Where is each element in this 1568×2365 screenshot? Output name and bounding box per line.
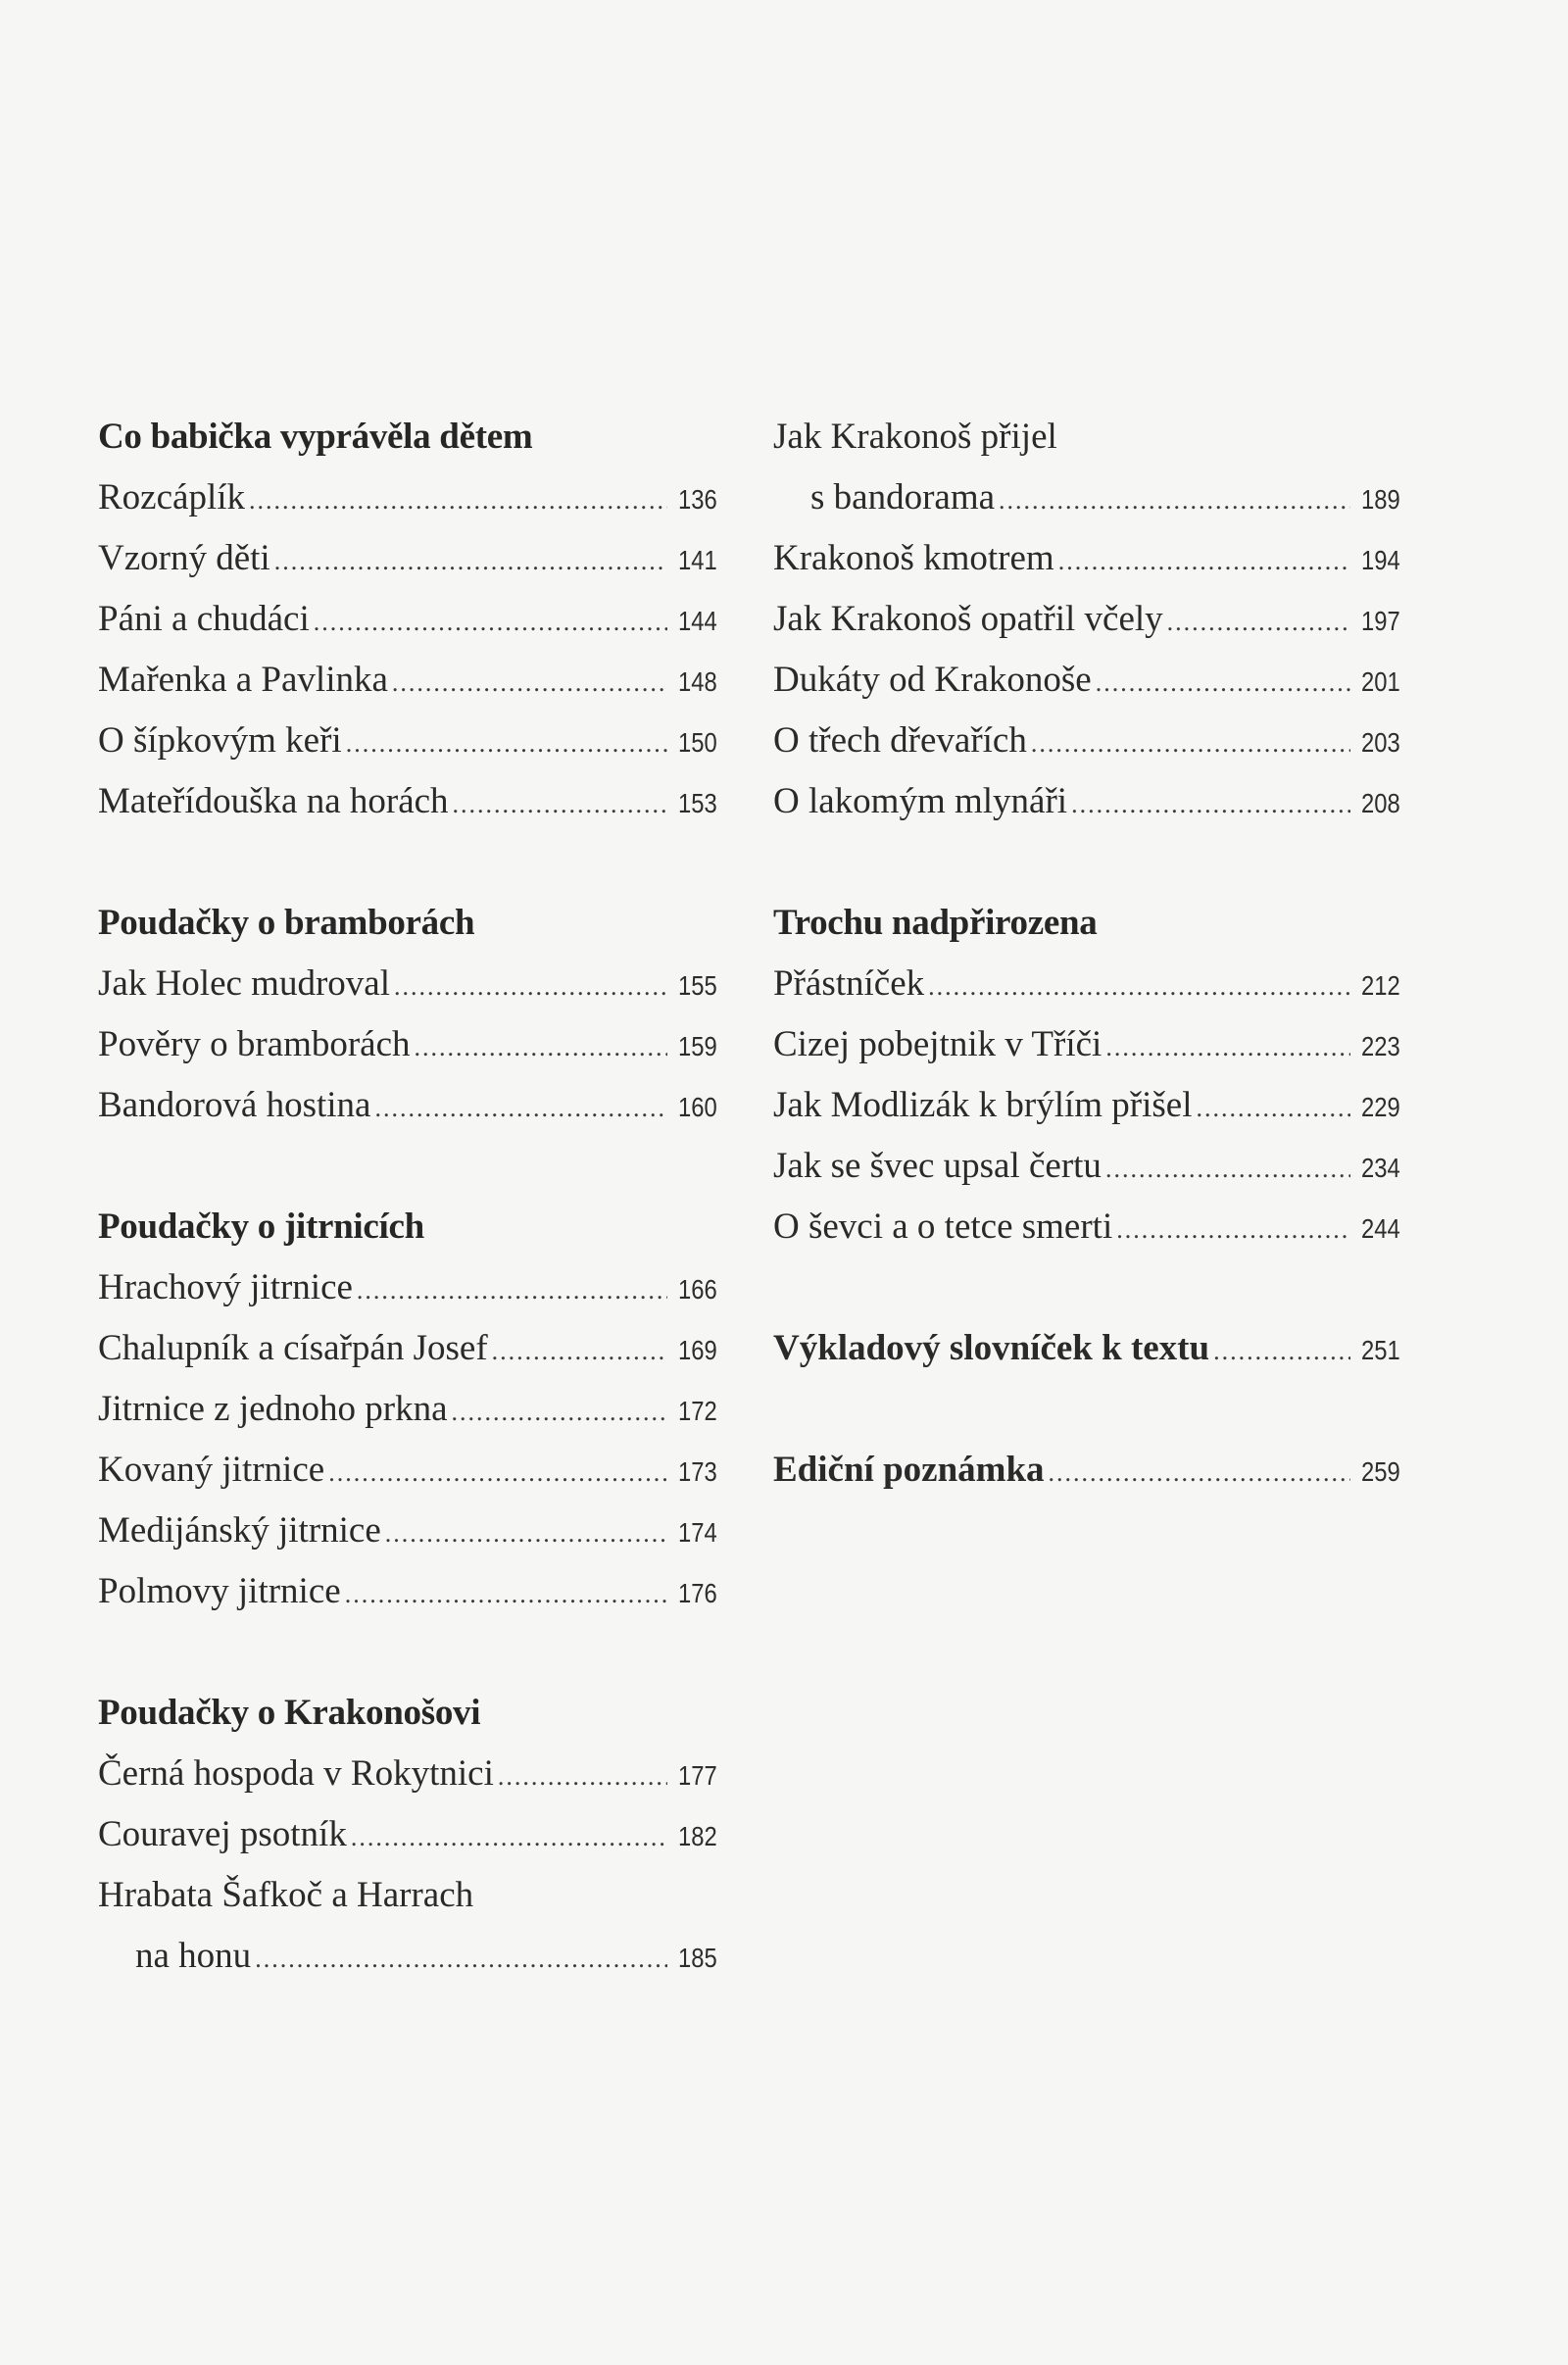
page-number: 160: [678, 1092, 717, 1122]
dot-leader: [357, 1260, 667, 1321]
page-number: 212: [1361, 970, 1400, 1001]
entry-title: Ediční poznámka: [773, 1450, 1045, 1490]
dot-leader: [928, 957, 1350, 1017]
page-number: 201: [1361, 666, 1400, 697]
toc-section: [98, 407, 717, 832]
entry-title: Hrabata Šafkoč a Harrach: [98, 1875, 474, 1915]
entry-title: Černá hospoda v Rokytnici: [98, 1753, 494, 1794]
entry-title: Pověry o bramborách: [98, 1024, 411, 1064]
entry-title: Chalupník a císařpán Josef: [98, 1328, 488, 1368]
page-number: 141: [678, 545, 717, 575]
toc-entry: [773, 711, 1400, 771]
dot-leader: [314, 592, 668, 653]
page-number: 234: [1361, 1153, 1400, 1183]
toc-entry: [98, 1804, 717, 1865]
section-title: Trochu nadpřirozena: [773, 903, 1098, 943]
dot-leader: [394, 957, 667, 1017]
page-number: 155: [678, 970, 717, 1001]
entry-title: Jak Modlizák k brýlím přišel: [773, 1085, 1193, 1125]
entry-title-continued: s bandorama: [810, 477, 996, 517]
dot-leader: [453, 774, 668, 835]
dot-leader: [1116, 1200, 1350, 1260]
toc-entry: [98, 1744, 717, 1804]
page-number: 194: [1361, 545, 1400, 575]
page-number: 136: [678, 484, 717, 515]
entry-title: O lakomým mlynáři: [773, 781, 1068, 821]
toc-section: [98, 1683, 717, 1987]
entry-title: Páni a chudáci: [98, 599, 310, 639]
toc-section: [773, 893, 1400, 1257]
entry-title: Mařenka a Pavlinka: [98, 660, 388, 700]
page-number: 172: [678, 1396, 717, 1426]
section-title: Poudačky o bramborách: [98, 903, 475, 943]
toc-section: [98, 1197, 717, 1622]
toc-entry-first-line: [773, 407, 1400, 468]
entry-title: Cizej pobejtnik v Tříči: [773, 1024, 1102, 1064]
dot-leader: [374, 1078, 667, 1139]
toc-entry: [773, 650, 1400, 711]
page-number: 244: [1361, 1213, 1400, 1244]
entry-title: Mateřídouška na horách: [98, 781, 449, 821]
entry-title: O ševci a o tetce smerti: [773, 1207, 1113, 1247]
page-number: 177: [678, 1760, 717, 1791]
toc-entry-editorial-note: [773, 1440, 1400, 1501]
dot-leader: [274, 531, 668, 592]
entry-title: Vzorný děti: [98, 538, 270, 578]
toc-section: [98, 893, 717, 1136]
dot-leader: [345, 1564, 668, 1625]
toc-entry: [773, 1197, 1400, 1257]
toc-entry: [98, 954, 717, 1014]
entry-title: Jak Holec mudroval: [98, 963, 390, 1004]
toc-entry: [98, 528, 717, 589]
toc-entry: [773, 528, 1400, 589]
dot-leader: [1105, 1139, 1350, 1200]
dot-leader: [492, 1321, 668, 1382]
page-number: 169: [678, 1335, 717, 1365]
section-title: Poudačky o Krakonošovi: [98, 1693, 481, 1733]
page-number: 150: [678, 727, 717, 758]
entry-title: Výkladový slovníček k textu: [773, 1328, 1210, 1368]
spacer: [773, 1379, 1400, 1440]
toc-entry: [98, 771, 717, 832]
page-number: 159: [678, 1031, 717, 1061]
entry-title: Jak Krakonoš opatřil včely: [773, 599, 1163, 639]
entry-title: Jak se švec upsal čertu: [773, 1146, 1102, 1186]
dot-leader: [346, 714, 668, 774]
dot-leader: [249, 470, 667, 531]
entry-title: Přástníček: [773, 963, 925, 1004]
toc-entry: [98, 1318, 717, 1379]
dot-leader: [1167, 592, 1351, 653]
page-number: 174: [678, 1517, 717, 1548]
toc-entry: [98, 1379, 717, 1440]
toc-section-continued: [773, 407, 1400, 832]
page-number: 148: [678, 666, 717, 697]
toc-entry-glossary: [773, 1318, 1400, 1379]
page-number: 251: [1361, 1335, 1400, 1365]
toc-entry: [773, 1014, 1400, 1075]
toc-entry: [98, 711, 717, 771]
entry-title: Polmovy jitrnice: [98, 1571, 341, 1611]
dot-leader: [328, 1443, 667, 1503]
page-number: 182: [678, 1821, 717, 1851]
toc-entry: [773, 1136, 1400, 1197]
toc-entry: [773, 771, 1400, 832]
dot-leader: [999, 470, 1350, 531]
page-number: 153: [678, 788, 717, 818]
entry-title: Jak Krakonoš přijel: [773, 417, 1057, 457]
page-number: 144: [678, 606, 717, 636]
toc-entry: [773, 468, 1400, 528]
toc-entry: [98, 1014, 717, 1075]
page-number: 189: [1361, 484, 1400, 515]
toc-entry: [98, 1075, 717, 1136]
page-number: 197: [1361, 606, 1400, 636]
page-number: 223: [1361, 1031, 1400, 1061]
entry-title: Kovaný jitrnice: [98, 1450, 325, 1490]
dot-leader: [1031, 714, 1350, 774]
dot-leader: [255, 1929, 667, 1990]
entry-title: Hrachový jitrnice: [98, 1267, 353, 1307]
toc-entry: [98, 589, 717, 650]
toc-entry: [98, 1501, 717, 1561]
entry-title: Bandorová hostina: [98, 1085, 371, 1125]
entry-title: Dukáty od Krakonoše: [773, 660, 1092, 700]
dot-leader: [1197, 1078, 1351, 1139]
page-number: 176: [678, 1578, 717, 1608]
entry-title: Krakonoš kmotrem: [773, 538, 1054, 578]
section-title: Co babička vyprávěla dětem: [98, 417, 533, 457]
entry-title: O šípkovým keři: [98, 720, 342, 761]
entry-title: Couravej psotník: [98, 1814, 347, 1854]
toc-right-column: [773, 407, 1400, 1501]
page-number: 203: [1361, 727, 1400, 758]
dot-leader: [452, 1382, 668, 1443]
entry-title: O třech dřevařích: [773, 720, 1027, 761]
page-number: 259: [1361, 1456, 1400, 1487]
dot-leader: [351, 1807, 667, 1868]
toc-entry: [98, 1257, 717, 1318]
entry-title-continued: na honu: [135, 1936, 252, 1976]
toc-entry: [98, 1926, 717, 1987]
page-number: 166: [678, 1274, 717, 1305]
page-number: 185: [678, 1943, 717, 1973]
toc-entry: [98, 650, 717, 711]
page-number: 173: [678, 1456, 717, 1487]
entry-title: Medijánský jitrnice: [98, 1510, 381, 1551]
page-number: 229: [1361, 1092, 1400, 1122]
dot-leader: [1071, 774, 1350, 835]
toc-entry: [98, 1561, 717, 1622]
toc-entry-first-line: [98, 1865, 717, 1926]
dot-leader: [392, 653, 667, 714]
entry-title: Jitrnice z jednoho prkna: [98, 1389, 448, 1429]
toc-entry: [773, 589, 1400, 650]
dot-leader: [1058, 531, 1351, 592]
dot-leader: [385, 1503, 668, 1564]
toc-left-column: [98, 407, 717, 2047]
dot-leader: [415, 1017, 668, 1078]
toc-entry: [98, 1440, 717, 1501]
entry-title: Rozcáplík: [98, 477, 246, 517]
page-number: 208: [1361, 788, 1400, 818]
toc-entry: [98, 468, 717, 528]
section-title: Poudačky o jitrnicích: [98, 1207, 424, 1247]
dot-leader: [1213, 1321, 1350, 1382]
dot-leader: [1096, 653, 1351, 714]
dot-leader: [1049, 1443, 1351, 1503]
toc-entry: [773, 954, 1400, 1014]
dot-leader: [1105, 1017, 1350, 1078]
toc-entry: [773, 1075, 1400, 1136]
dot-leader: [498, 1747, 667, 1807]
